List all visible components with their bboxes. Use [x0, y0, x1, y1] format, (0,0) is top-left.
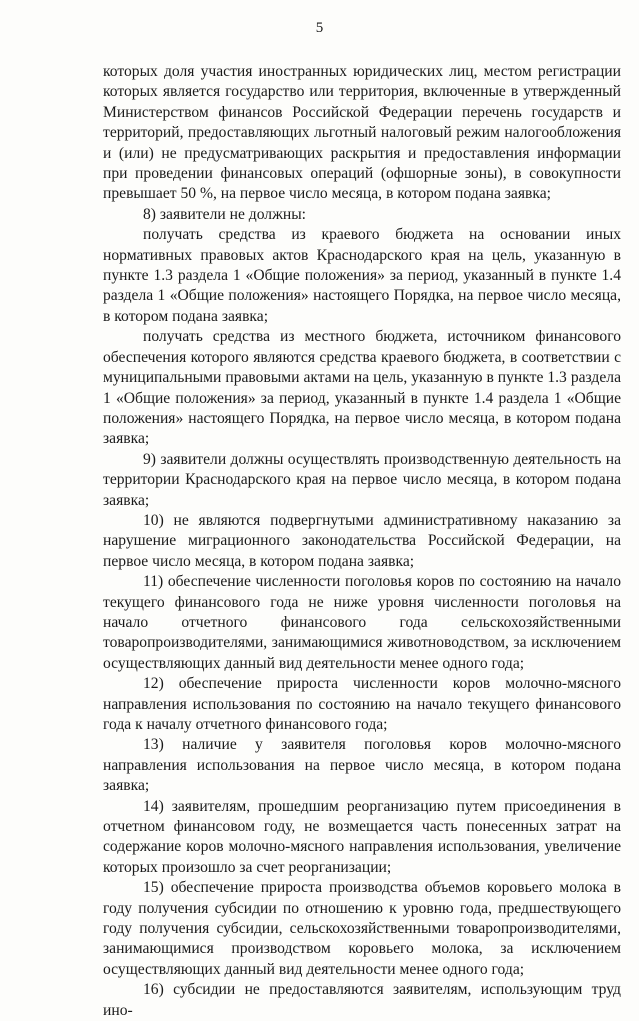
paragraph-item-8: 8) заявители не должны: [143, 205, 307, 223]
paragraph-item-8-regional-budget: получать средства из краевого бюджета на основании иных нормативных правовых актов Краснодарского края на цель, указанную в пункте 1.3 раздела 1 «Общие положения» за период, указанный в пункте 1.4 раздела 1 «Общие положения» настоящего Порядка, на первое число месяца, в котором подана заявка; [103, 226, 621, 325]
paragraph-item-8-local-budget: получать средства из местного бюджета, источником финансового обеспечения которого являются средства краевого бюджета, в соответствии с муниципальными правовыми актами на цель, указанную в пункте 1.3 раздела 1 «Общие положения» за период, указанный в пункте 1.4 раздела 1 «Общие положения» настоящего Порядка, на первое число месяца, в котором подана заявка; [103, 328, 621, 448]
paragraph-item-14: 14) заявителям, прошедшим реорганизацию путем присоединения в отчетном финансовом году, не возмещается часть понесенных затрат на содержание коров молочно-мясного направления использования, увеличение которых произошло за счет реорганизации; [103, 797, 621, 876]
paragraph-item-9: 9) заявители должны осуществлять производственную деятельность на территории Краснодарского края на первое число месяца, в котором подана заявка; [103, 450, 621, 509]
page-number: 5 [315, 20, 324, 36]
paragraph-item-15: 15) обеспечение прироста производства объемов коровьего молока в году получения субсидии по отношению к уровню года, предшествующего году получения субсидии, сельскохозяйственными товаропроизводителями, занимающимися производством коровьего молока, за исключением осуществляющих данный вид деятельности менее одного года; [103, 879, 621, 978]
document-body [103, 62, 621, 1021]
paragraph-item-16: 16) субсидии не предоставляются заявителям, использующим труд ино- [103, 981, 621, 1019]
paragraph-offshore-continuation: которых доля участия иностранных юридических лиц, местом регистрации которых является государство или территория, включенные в утвержденный Министерством финансов Российской Федерации перечень государств и территорий, предоставляющих льготный налоговый режим налогообложения и (или) не предусматривающих раскрытия и предоставления информации при проведении финансовых операций (офшорные зоны), в совокупности превышает 50 %, на первое число месяца, в котором подана заявка; [103, 63, 621, 203]
paragraph-item-13: 13) наличие у заявителя поголовья коров молочно-мясного направления использования на первое число месяца, в котором подана заявка; [103, 736, 621, 795]
paragraph-item-10: 10) не являются подвергнутыми административному наказанию за нарушение миграционного законодательства Российской Федерации, на первое число месяца, в котором подана заявка; [103, 511, 621, 570]
paragraph-item-12: 12) обеспечение прироста численности коров молочно-мясного направления использования по состоянию на начало текущего финансового года к началу отчетного финансового года; [103, 675, 621, 733]
paragraph-item-11: 11) обеспечение численности поголовья коров по состоянию на начало текущего финансового года не ниже уровня численности поголовья на начало отчетного финансового года сельскохозяйственными товаропроизводителями, занимающимися животноводством, за исключением осуществляющих данный вид деятельности менее одного года; [103, 573, 621, 672]
